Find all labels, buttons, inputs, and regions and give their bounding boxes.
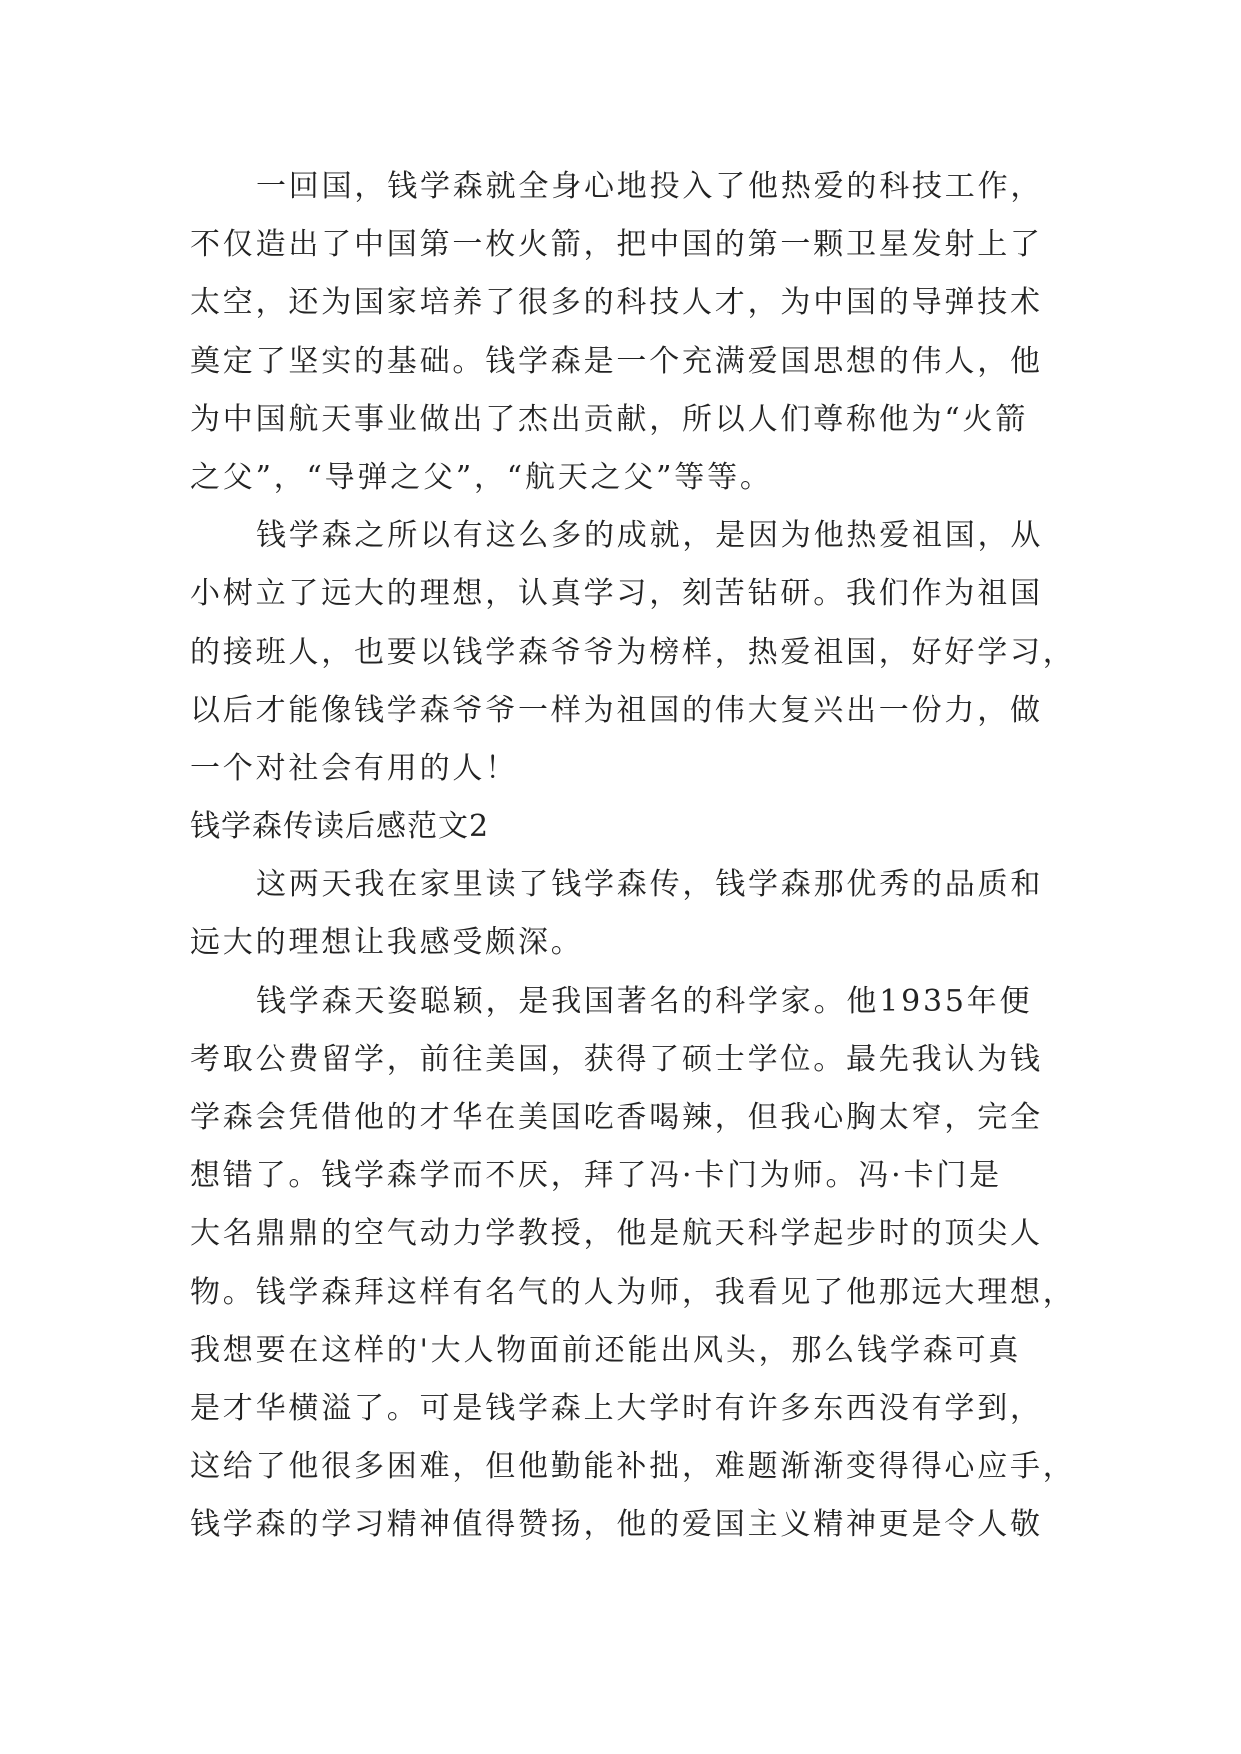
text-line: 我想要在这样的'大人物面前还能出风头，那么钱学森可真 — [190, 1332, 1022, 1368]
text-line: 为中国航天事业做出了杰出贡献，所以人们尊称他为“火箭 — [190, 401, 1029, 437]
text-line: 之父”，“导弹之父”，“航天之父”等等。 — [190, 459, 773, 495]
text-line: 学森会凭借他的才华在美国吃香喝辣，但我心胸太窄，完全 — [190, 1100, 1043, 1135]
text-line: 大名鼎鼎的空气动力学教授，他是航天科学起步时的顶尖人 — [190, 1216, 1043, 1252]
text-line: 物。钱学森拜这样有名气的人为师，我看见了他那远大理想， — [190, 1274, 1076, 1310]
text-line: 远大的理想让我感受颇深。 — [190, 925, 584, 961]
text-line: 小树立了远大的理想，认真学习，刻苦钻研。我们作为祖国 — [190, 576, 1043, 612]
text-line: 想错了。钱学森学而不厌，拜了冯·卡门为师。冯·卡门是 — [190, 1158, 1002, 1194]
text-line: 奠定了坚实的基础。钱学森是一个充满爱国思想的伟人，他 — [190, 343, 1043, 379]
text-line: 一个对社会有用的人！ — [190, 750, 518, 786]
text-line: 不仅造出了中国第一枚火箭，把中国的第一颗卫星发射上了 — [190, 227, 1043, 263]
text-line: 太空，还为国家培养了很多的科技人才，为中国的导弹技术 — [190, 285, 1043, 321]
text-line: 考取公费留学，前往美国，获得了硕士学位。最先我认为钱 — [190, 1041, 1043, 1077]
text-line: 是才华横溢了。可是钱学森上大学时有许多东西没有学到， — [190, 1390, 1043, 1426]
text-line: 以后才能像钱学森爷爷一样为祖国的伟大复兴出一份力，做 — [190, 692, 1043, 728]
text-line: 钱学森之所以有这么多的成就，是因为他热爱祖国，从 — [256, 518, 1044, 554]
text-line: 一回国，钱学森就全身心地投入了他热爱的科技工作， — [256, 169, 1044, 204]
text-line: 钱学森的学习精神值得赞扬，他的爱国主义精神更是令人敬 — [190, 1507, 1043, 1543]
text-line: 这给了他很多困难，但他勤能补拙，难题渐渐变得得心应手， — [190, 1449, 1076, 1485]
text-line: 这两天我在家里读了钱学森传，钱学森那优秀的品质和 — [256, 867, 1044, 903]
text-line: 的接班人，也要以钱学森爷爷为榜样，热爱祖国，好好学习， — [190, 634, 1076, 670]
text-line: 钱学森天姿聪颖，是我国著名的科学家。他1935年便 — [256, 983, 1033, 1019]
section-heading: 钱学森传读后感范文2 — [190, 809, 490, 845]
essay-text — [190, 158, 1076, 1555]
